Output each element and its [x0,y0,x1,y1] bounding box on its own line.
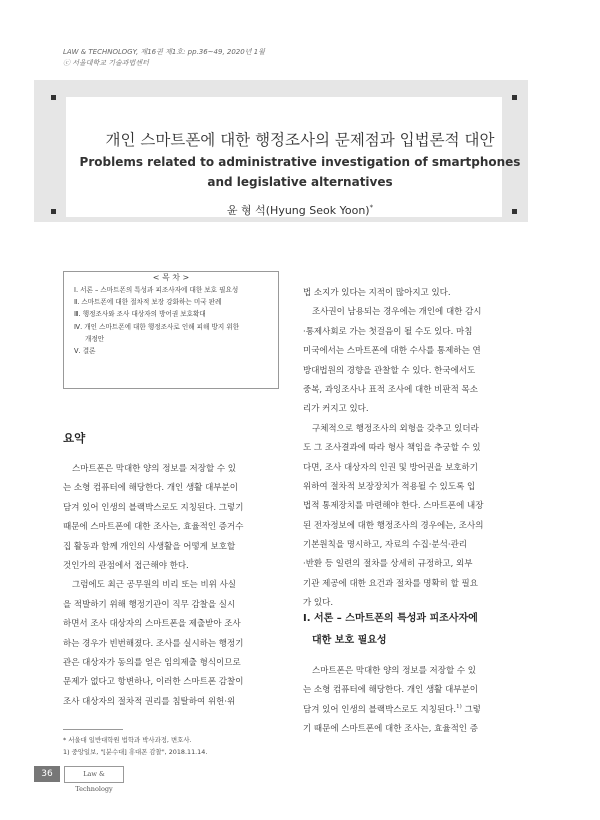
text-line: 스마트폰은 막대한 양의 정보를 저장할 수 있 [72,464,237,474]
title-corner-mark [51,95,56,100]
text-line: 법 소지가 있다는 지적이 많아지고 있다. [303,288,451,298]
toc-item: Ⅲ. 행정조사와 조사 대상자의 방어권 보호확대 [74,310,206,319]
table-of-contents [63,271,279,389]
text-line: 중복, 과잉조사나 표적 조사에 대한 비판적 목소 [303,384,478,395]
page-number: 36 [34,766,60,782]
text-line: 기관 제공에 대한 요건과 절차를 명확히 할 필요 [303,578,478,589]
text-line: 담겨 있어 인생의 블랙박스로도 지칭된다. 그렇기 [63,502,244,513]
text-span: 담겨 있어 인생의 블랙박스로도 지칭된다. [303,704,457,715]
text-line: 미국에서는 스마트폰에 대한 수사를 통제하는 연 [303,346,481,357]
section-heading-line: Ⅰ. 서론 – 스마트폰의 특성과 피조사자에 [303,613,478,624]
running-header [63,47,265,69]
english-title: Problems related to administrative investigation of smartphones and legislative alternatives [79,155,521,189]
text-line: 을 적발하기 위해 행정기관이 직무 감찰을 실시 [63,599,236,610]
left-column [63,460,276,712]
toc-item: 개정안 [85,334,105,343]
text-line: 그럼에도 최근 공무원의 비리 또는 비위 사실 [72,580,237,591]
text-line: 것인가의 관점에서 접근해야 한다. [63,560,189,571]
footnote-ref[interactable]: 1) [456,703,462,710]
text-line: 위하여 절차적 보장장치가 적용될 수 있도록 입 [303,481,476,492]
abstract-heading: 요약 [63,431,86,445]
toc-item: Ⅰ. 서론 – 스마트폰의 특성과 피조사자에 대한 보호 필요성 [74,286,239,294]
journal-citation: LAW & TECHNOLOGY, 제16권 제1호: pp.36~49, 2020년 1월 [63,48,265,56]
publisher-line: ⓒ 서울대학교 기술과법센터 [63,59,149,67]
text-line: 다면, 조사 대상자의 인권 및 방어권을 보호하기 [303,462,478,473]
title-corner-mark [512,95,517,100]
footnote: 1) 중앙일보, "[분수대] 휴대폰 감찰", 2018.11.14. [63,748,208,756]
text-line: 때문에 스마트폰에 대한 조사는, 효율적인 증거수 [63,522,244,533]
author-name: 윤 형 석(Hyung Seok Yoon) [226,204,370,217]
text-line: 법적 통제장치를 마련해야 한다. 스마트폰에 내장 [303,501,484,512]
text-line: 하면서 조사 대상자의 스마트폰을 제출받아 조사 [63,619,241,630]
text-line: 된 전자정보에 대한 행정조사의 경우에는, 조사의 [303,520,484,531]
text-line: 집 활동과 함께 개인의 사생활을 어떻게 보호할 [63,541,236,552]
text-line: ·통제사회로 가는 첫걸음이 될 수도 있다. 마침 [303,326,473,337]
right-column [303,284,516,614]
text-line: 조사 대상자의 절차적 권리를 침탈하여 위헌·위 [63,696,236,707]
section-heading [303,608,516,652]
section-heading-line: 대한 보호 필요성 [312,635,387,646]
text-line: 가 있다. [303,598,334,609]
toc-item: Ⅱ. 스마트폰에 대한 절차적 보장 강화하는 미국 판례 [74,298,222,307]
toc-heading: < 목 차 > [147,273,196,282]
text-line: 도 그 조사결과에 따라 형사 책임을 추궁할 수 있 [303,443,481,454]
footnote-divider [63,729,123,730]
journal-name: Law & Technology [64,766,124,783]
text-line: 는 소형 컴퓨터에 해당한다. 개인 생활 대부분이 [303,685,478,696]
text-line: 리가 커지고 있다. [303,404,369,415]
text-line: 는 소형 컴퓨터에 해당한다. 개인 생활 대부분이 [63,483,238,494]
text-span: 그렇 [461,704,481,715]
text-line: 방대법원의 경향을 관찰할 수 있다. 한국에서도 [303,365,476,376]
text-line: 기본원칙을 명시하고, 자료의 수집·분석·관리 [303,540,468,551]
footnote: * 서울대 일반대학원 법학과 박사과정, 변호사. [63,736,192,744]
text-line: 하는 경우가 빈번해졌다. 조사를 실시하는 행정기 [63,638,244,649]
text-line: 문제가 없다고 항변하나, 이러한 스마트폰 감찰이 [63,677,244,688]
toc-item: Ⅴ. 결론 [74,347,96,356]
footnotes [63,734,207,758]
toc-list [74,284,274,357]
text-line: 스마트폰은 막대한 양의 정보를 저장할 수 있 [312,666,477,676]
author-footnote-mark: * [369,203,374,212]
toc-item: Ⅳ. 개인 스마트폰에 대한 행정조사로 인해 피해 방지 위한 [74,322,240,331]
text-line: 기 때문에 스마트폰에 대한 조사는, 효율적인 증 [303,724,478,735]
text-line [303,701,516,720]
text-line: 구체적으로 행정조사의 외형을 갖추고 있더라 [312,423,479,434]
korean-title: 개인 스마트폰에 대한 행정조사의 문제점과 입법론적 대안 [105,131,495,149]
right-column-section-body [303,662,516,740]
text-line: ·반환 등 일련의 절차를 상세히 규정하고, 외부 [303,559,473,570]
text-line: 조사권이 남용되는 경우에는 개인에 대한 감시 [312,307,482,318]
author-line [0,202,600,218]
text-line: 관은 대상자가 동의를 얻은 임의제출 형식이므로 [63,657,241,668]
